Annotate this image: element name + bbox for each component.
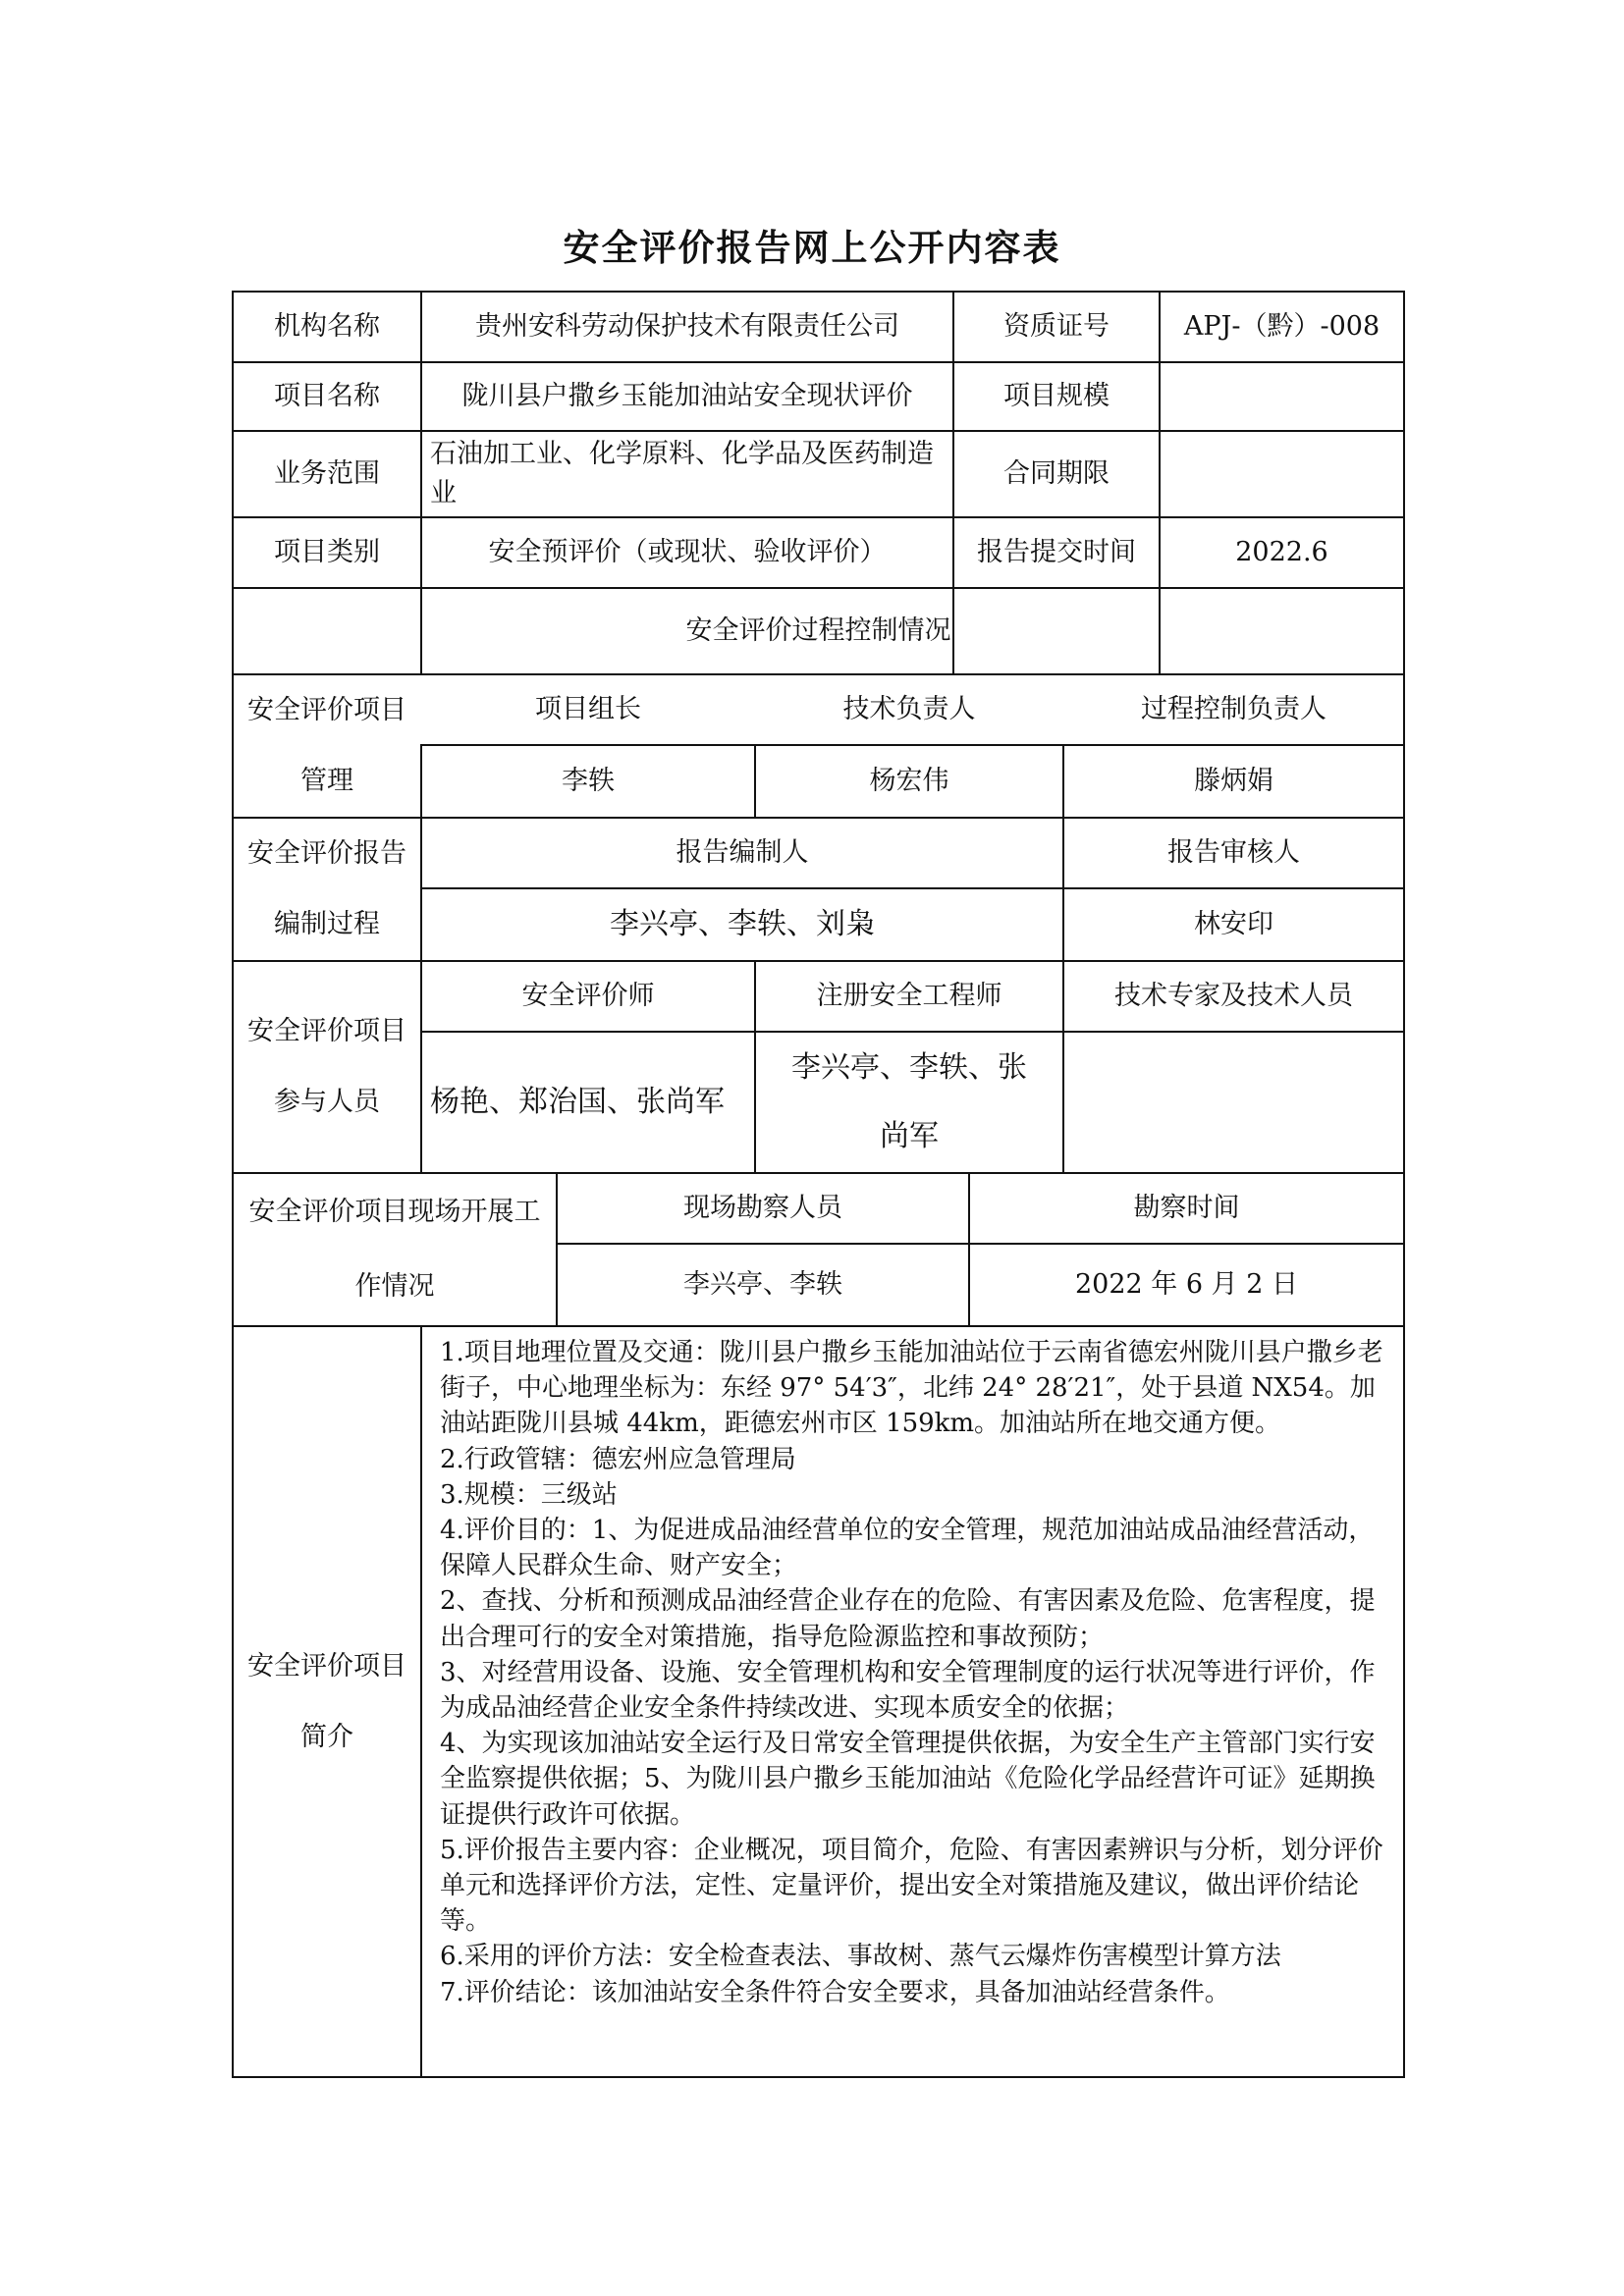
expert-label: 技术专家及技术人员 <box>1114 981 1353 1011</box>
tech-label: 技术负责人 <box>842 694 976 724</box>
tech-value: 杨宏伟 <box>869 766 949 796</box>
intro-paragraph: 4.评价目的：1、为促进成品油经营单位的安全管理，规范加油站成品油经营活动，保障人民群众生命、财产安全； <box>440 1516 1375 1581</box>
category-label: 项目类别 <box>274 537 380 567</box>
intro-paragraph: 3、对经营用设备、设施、安全管理机构和安全管理制度的运行状况等进行评价，作为成品油经营企业安全条件持续改进、实现本质安全的依据； <box>440 1657 1376 1724</box>
contract-label: 合同期限 <box>1003 458 1110 489</box>
site-time-value: 2022 年 6 月 2 日 <box>1075 1269 1298 1300</box>
submit-value: 2022.6 <box>1235 537 1328 567</box>
participants-label: 安全评价项目参与人员 <box>247 1016 406 1117</box>
project-value: 陇川县户撒乡玉能加油站安全现状评价 <box>461 381 913 411</box>
control-label: 过程控制负责人 <box>1141 694 1326 724</box>
control-value: 滕炳娟 <box>1194 766 1273 796</box>
intro-paragraph: 4、为实现该加油站安全运行及日常安全管理提供依据，为安全生产主管部门实行安全监察提供依据；5、为陇川县户撒乡玉能加油站《危险化学品经营许可证》延期换证提供行政许可依据。 <box>440 1729 1376 1830</box>
cert-label: 资质证号 <box>1003 311 1110 342</box>
authors-value: 李兴亭、李轶、刘枭 <box>610 907 875 941</box>
leader-label: 项目组长 <box>535 694 641 724</box>
reviewer-value: 林安印 <box>1194 909 1273 939</box>
submit-label: 报告提交时间 <box>977 537 1136 567</box>
intro-paragraph: 7.评价结论：该加油站安全条件符合安全要求，具备加油站经营条件。 <box>440 1977 1230 2007</box>
process-heading: 安全评价过程控制情况 <box>685 615 951 646</box>
page-title: 安全评价报告网上公开内容表 <box>563 227 1061 269</box>
experts-value <box>1064 1033 1403 1172</box>
scope-label: 业务范围 <box>274 458 380 489</box>
scope-value: 石油加工业、化学原料、化学品及医药制造业 <box>430 439 934 508</box>
org-label: 机构名称 <box>274 311 380 342</box>
category-value: 安全预评价（或现状、验收评价） <box>488 537 887 567</box>
scale-label: 项目规模 <box>1003 381 1110 411</box>
intro-label: 安全评价项目简介 <box>247 1650 406 1752</box>
intro-paragraph: 2、查找、分析和预测成品油经营企业存在的危险、有害因素及危险、危害程度，提出合理可行的安全对策措施，指导危险源监控和事故预防； <box>440 1586 1376 1652</box>
intro-paragraph: 2.行政管辖：德宏州应急管理局 <box>440 1444 796 1474</box>
intro-paragraph: 1.项目地理位置及交通：陇川县户撒乡玉能加油站位于云南省德宏州陇川县户撒乡老街子，中心地理坐标为：东经 97° 54′3″，北纬 24° 28′21″，处于县道 NX54。加油站距陇川县城 44km，距德宏州市区 159km。加油站所在地交通方便。 <box>440 1338 1383 1439</box>
cert-value: APJ-（黔）-008 <box>1183 311 1380 342</box>
site-people-value: 李兴亭、李轶 <box>683 1269 842 1300</box>
compile-label: 安全评价报告编制过程 <box>247 838 406 939</box>
assessors-value: 杨艳、郑治国、张尚军 <box>430 1085 725 1119</box>
project-label: 项目名称 <box>274 381 380 411</box>
intro-paragraph: 6.采用的评价方法：安全检查表法、事故树、蒸气云爆炸伤害模型计算方法 <box>440 1942 1281 1972</box>
scale-value <box>1161 363 1403 430</box>
intro-text <box>432 1331 1402 2074</box>
org-value: 贵州安科劳动保护技术有限责任公司 <box>475 311 899 342</box>
contract-value <box>1161 432 1403 516</box>
management-label: 安全评价项目管理 <box>247 695 406 796</box>
reviewer-label: 报告审核人 <box>1167 837 1300 868</box>
assessor-label: 安全评价师 <box>521 981 655 1011</box>
site-people-label: 现场勘察人员 <box>683 1193 842 1223</box>
intro-paragraph: 5.评价报告主要内容：企业概况，项目简介，危险、有害因素辨识与分析，划分评价单元和选择评价方法，定性、定量评价，提出安全对策措施及建议，做出评价结论等。 <box>440 1835 1383 1937</box>
leader-value: 李轶 <box>562 766 615 796</box>
engineers-value: 李兴亭、李轶、张尚军 <box>791 1050 1027 1153</box>
author-label: 报告编制人 <box>676 837 809 868</box>
site-label: 安全评价项目现场开展工作情况 <box>248 1197 541 1302</box>
engineer-label: 注册安全工程师 <box>816 981 1002 1011</box>
site-time-label: 勘察时间 <box>1133 1193 1240 1223</box>
disclosure-table <box>232 291 1405 2078</box>
intro-paragraph: 3.规模：三级站 <box>440 1479 618 1510</box>
